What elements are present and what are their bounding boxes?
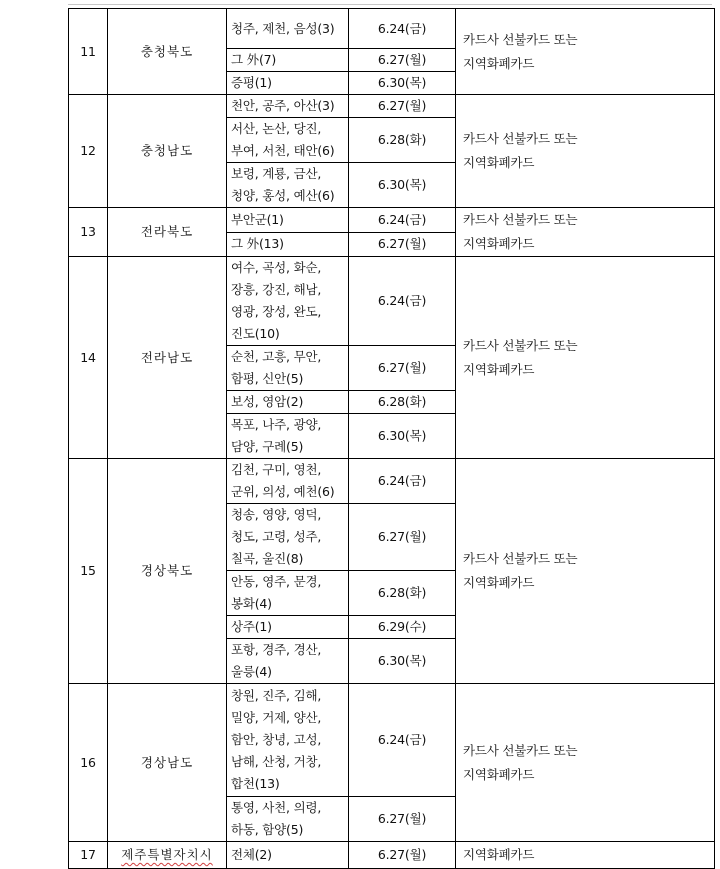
table-row: [69, 95, 715, 118]
region-cell: 목포, 나주, 광양, 담양, 구례(5): [227, 414, 349, 459]
date-cell: 6.29(수): [349, 616, 456, 639]
row-number: 14: [69, 257, 108, 459]
province-name: 충청남도: [108, 95, 227, 208]
date-cell: 6.27(월): [349, 504, 456, 571]
row-number: 11: [69, 9, 108, 95]
date-cell: 6.27(월): [349, 346, 456, 391]
payment-method-cell: 지역화폐카드: [456, 842, 715, 869]
date-cell: 6.24(금): [349, 257, 456, 346]
table-row: [69, 842, 715, 869]
region-cell: 청송, 영양, 영덕, 청도, 고령, 성주, 칠곡, 울진(8): [227, 504, 349, 571]
date-cell: 6.28(화): [349, 118, 456, 163]
payment-method-cell: 카드사 선불카드 또는 지역화폐카드: [456, 9, 715, 95]
region-cell: 여수, 곡성, 화순, 장흥, 강진, 해남, 영광, 장성, 완도, 진도(10): [227, 257, 349, 346]
region-cell: 그 外(7): [227, 49, 349, 72]
region-cell: 창원, 진주, 김해, 밀양, 거제, 양산, 함안, 창녕, 고성, 남해, 산청, 거창, 합천(13): [227, 684, 349, 797]
province-name: 제주특별자치시: [108, 842, 227, 869]
date-cell: 6.30(목): [349, 72, 456, 95]
date-cell: 6.27(월): [349, 842, 456, 869]
province-name: 경상남도: [108, 684, 227, 842]
region-cell: 포항, 경주, 경산, 울릉(4): [227, 639, 349, 684]
date-cell: 6.27(월): [349, 95, 456, 118]
date-cell: 6.24(금): [349, 459, 456, 504]
payment-method-cell: 카드사 선불카드 또는 지역화폐카드: [456, 257, 715, 459]
payment-method-cell: 카드사 선불카드 또는 지역화폐카드: [456, 684, 715, 842]
date-cell: 6.24(금): [349, 684, 456, 797]
region-cell: 보성, 영암(2): [227, 391, 349, 414]
date-cell: 6.30(목): [349, 639, 456, 684]
date-cell: 6.30(목): [349, 414, 456, 459]
date-cell: 6.27(월): [349, 232, 456, 257]
region-cell: 청주, 제천, 음성(3): [227, 9, 349, 49]
region-cell: 전체(2): [227, 842, 349, 869]
table-row: [69, 459, 715, 504]
province-name: 경상북도: [108, 459, 227, 684]
table-row: [69, 257, 715, 346]
region-cell: 순천, 고흥, 무안, 함평, 신안(5): [227, 346, 349, 391]
region-cell: 통영, 사천, 의령, 하동, 함양(5): [227, 797, 349, 842]
date-cell: 6.30(목): [349, 163, 456, 208]
region-cell: 서산, 논산, 당진, 부여, 서천, 태안(6): [227, 118, 349, 163]
date-cell: 6.27(월): [349, 797, 456, 842]
table-row: [69, 9, 715, 49]
page-top-line: [68, 4, 712, 5]
date-cell: 6.27(월): [349, 49, 456, 72]
table-row: [69, 208, 715, 233]
region-cell: 김천, 구미, 영천, 군위, 의성, 예천(6): [227, 459, 349, 504]
table-row: [69, 684, 715, 797]
province-name: 전라북도: [108, 208, 227, 257]
region-cell: 천안, 공주, 아산(3): [227, 95, 349, 118]
date-cell: 6.28(화): [349, 571, 456, 616]
row-number: 15: [69, 459, 108, 684]
date-cell: 6.24(금): [349, 208, 456, 233]
row-number: 12: [69, 95, 108, 208]
row-number: 13: [69, 208, 108, 257]
payment-method-cell: 카드사 선불카드 또는 지역화폐카드: [456, 208, 715, 257]
region-cell: 안동, 영주, 문경, 봉화(4): [227, 571, 349, 616]
payment-method-cell: 카드사 선불카드 또는 지역화폐카드: [456, 95, 715, 208]
date-cell: 6.24(금): [349, 9, 456, 49]
row-number: 16: [69, 684, 108, 842]
payment-method-cell: 카드사 선불카드 또는 지역화폐카드: [456, 459, 715, 684]
region-cell: 보령, 계룡, 금산, 청양, 홍성, 예산(6): [227, 163, 349, 208]
distribution-schedule-table: [68, 8, 715, 869]
region-cell: 상주(1): [227, 616, 349, 639]
date-cell: 6.28(화): [349, 391, 456, 414]
province-name: 전라남도: [108, 257, 227, 459]
region-cell: 그 外(13): [227, 232, 349, 257]
region-cell: 부안군(1): [227, 208, 349, 233]
province-name: 충청북도: [108, 9, 227, 95]
region-cell: 증평(1): [227, 72, 349, 95]
row-number: 17: [69, 842, 108, 869]
